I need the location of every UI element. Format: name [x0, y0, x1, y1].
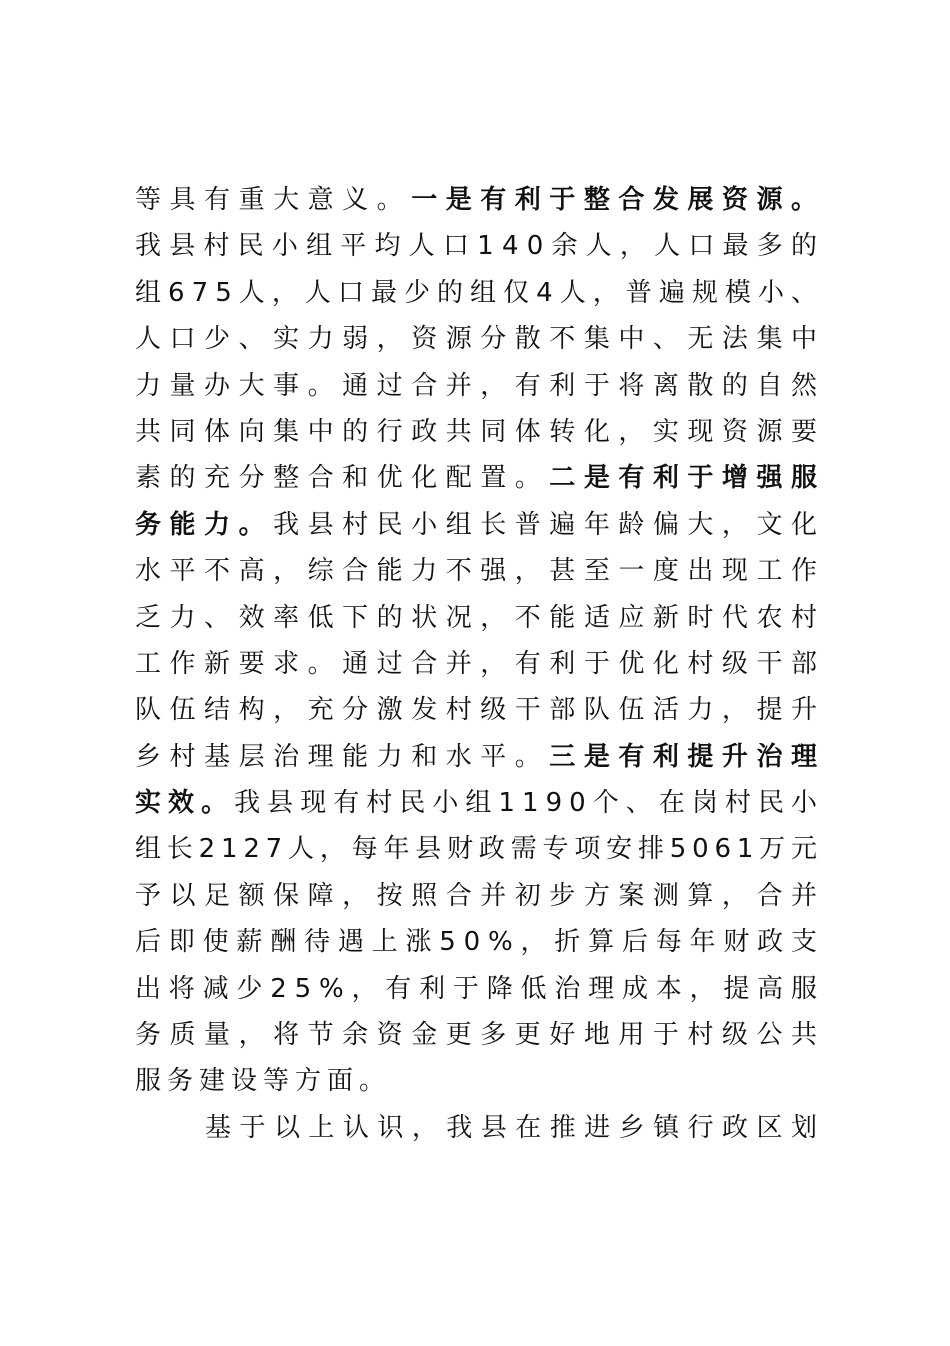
text-segment: 我县村民小组长普遍年龄偏大，文化	[273, 509, 826, 540]
text-line	[135, 1058, 817, 1104]
text-line	[135, 316, 826, 362]
text-line	[135, 826, 823, 872]
text-line	[135, 734, 826, 780]
text-line	[135, 270, 824, 316]
text-segment: 基于以上认识，我县在推进乡镇行政区划	[205, 1112, 826, 1143]
text-segment: 素的充分整合和优化配置。	[135, 463, 550, 494]
text-segment: 我县村民小组平均人口140余人，人口最多的	[135, 231, 826, 262]
text-line	[135, 687, 826, 733]
text-segment: 工作新要求。通过合并，有利于优化村级干部	[135, 648, 826, 679]
bold-heading-phrase: 实效。	[135, 788, 235, 819]
bold-heading-phrase: 一是有利于整合发展资源。	[411, 185, 826, 215]
text-segment: 等具有重大意义。	[135, 185, 412, 215]
text-line	[135, 966, 825, 1012]
text-segment: 水平不高，综合能力不强，甚至一度出现工作	[135, 556, 826, 587]
body-text	[135, 177, 826, 1151]
text-line	[135, 780, 824, 826]
text-line	[135, 409, 826, 455]
text-segment: 组675人，人口最少的组仅4人，普遍规模小、	[135, 277, 825, 308]
text-line	[135, 223, 825, 269]
text-line	[135, 641, 826, 687]
text-line	[135, 548, 826, 594]
text-line	[135, 919, 825, 965]
text-segment: 务质量，将节余资金更多更好地用于村级公共	[135, 1020, 826, 1051]
text-line	[135, 455, 826, 501]
text-segment: 乏力、效率低下的状况，不能适应新时代农村	[135, 602, 826, 633]
text-segment: 队伍结构，充分激发村级干部队伍活力，提升	[135, 695, 826, 726]
bold-heading-phrase: 三是有利提升治理	[549, 741, 826, 772]
text-segment: 共同体向集中的行政共同体转化，实现资源要	[135, 416, 826, 447]
text-segment: 予以足额保障，按照合并初步方案测算，合并	[135, 880, 826, 911]
text-line	[135, 363, 826, 409]
text-segment: 后即使薪酬待遇上涨50%，折算后每年财政支	[135, 927, 825, 958]
text-line	[135, 873, 826, 919]
text-line	[135, 595, 826, 641]
text-segment: 乡村基层治理能力和水平。	[135, 741, 550, 772]
text-line	[135, 502, 826, 548]
bold-heading-phrase: 务能力。	[135, 509, 274, 540]
text-line	[135, 177, 826, 223]
text-segment: 服务建设等方面。	[135, 1066, 392, 1097]
text-line	[135, 1012, 826, 1058]
text-segment: 组长2127人，每年县财政需专项安排5061万元	[135, 834, 823, 865]
text-segment: 我县现有村民小组1190个、在岗村民小	[234, 788, 825, 819]
bold-heading-phrase: 二是有利于增强服	[549, 463, 826, 494]
text-segment: 人口少、实力弱，资源分散不集中、无法集中	[135, 324, 826, 355]
text-segment: 出将减少25%，有利于降低治理成本，提高服	[135, 973, 825, 1004]
text-line	[135, 1105, 825, 1151]
text-segment: 力量办大事。通过合并，有利于将离散的自然	[135, 370, 826, 401]
